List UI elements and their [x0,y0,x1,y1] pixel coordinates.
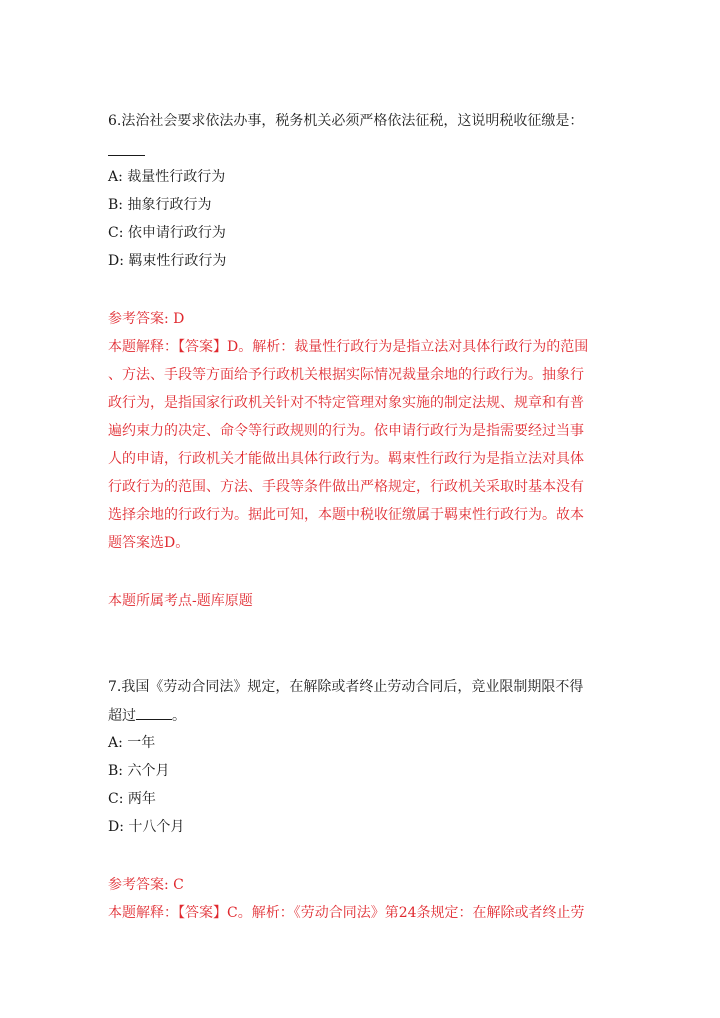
answer-blank [108,155,145,156]
q7-option-b: B: 六个月 [108,763,170,779]
q7-option-d: D: 十八个月 [108,819,185,835]
q6-option-a: A: 裁量性行政行为 [108,169,226,185]
q6-explanation-line: 题答案选D。 [108,535,190,551]
q7-option-c: C: 两年 [108,791,156,807]
q6-explanation-line: 行政行为的范围、方法、手段等条件做出严格规定，行政机关采取时基本没有 [108,479,584,495]
q7-explanation-line: 本题解释：【答案】C。解析：《劳动合同法》第24条规定：在解除或者终止劳 [108,905,585,921]
q6-explanation-line: 选择余地的行政行为。据此可知，本题中税收征缴属于羁束性行政行为。故本 [108,507,584,523]
q6-answer: 参考答案: D [108,311,185,327]
q6-topic: 本题所属考点-题库原题 [108,593,253,609]
q6-option-b: B: 抽象行政行为 [108,197,212,213]
q6-explanation-line: 人的申请，行政机关才能做出具体行政行为。羁束性行政行为是指立法对具体 [108,451,584,467]
q6-explanation-line: 本题解释：【答案】D。解析：裁量性行政行为是指立法对具体行政行为的范围 [108,339,589,355]
q6-explanation-line: 政行为，是指国家行政机关针对不特定管理对象实施的制定法规、规章和有普 [108,395,584,411]
q6-explanation-line: 遍约束力的决定、命令等行政规则的行为。依申请行政行为是指需要经过当事 [108,423,584,439]
question-7-stem: 7.我国《劳动合同法》规定，在解除或者终止劳动合同后，竞业限制期限不得 [108,679,584,695]
stem-suffix: 。 [172,708,186,724]
question-7-stem-continued [108,705,186,726]
q6-option-c: C: 依申请行政行为 [108,225,226,241]
q6-explanation-line: 、方法、手段等方面给予行政机关根据实际情况裁量余地的行政行为。抽象行 [108,367,584,383]
q7-answer: 参考答案: C [108,877,184,893]
stem-prefix: 超过 [108,708,136,724]
question-6-stem: 6.法治社会要求依法办事，税务机关必须严格依法征税，这说明税收征缴是： [108,113,584,129]
answer-blank [136,705,172,720]
q6-option-d: D: 羁束性行政行为 [108,253,227,269]
q7-option-a: A: 一年 [108,735,156,751]
